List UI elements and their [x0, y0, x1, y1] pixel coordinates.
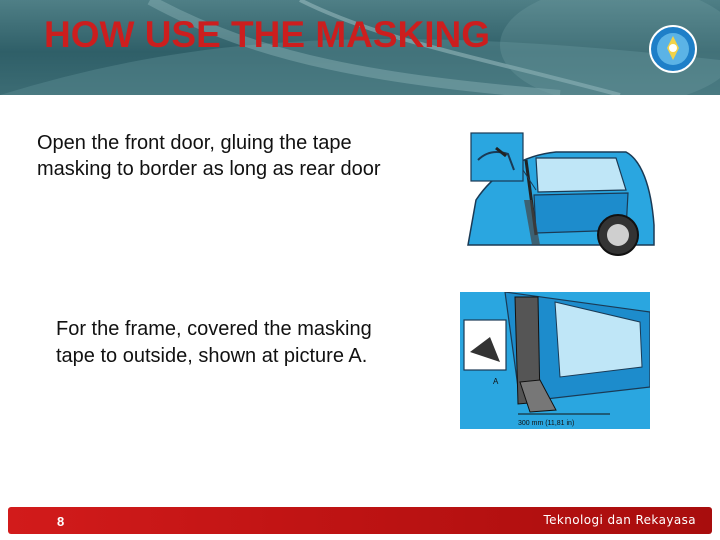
emblem-icon: [648, 24, 698, 74]
footer-caption: Teknologi dan Rekayasa: [543, 513, 696, 527]
header-banner: [0, 0, 720, 95]
instruction-text-1: Open the front door, gluing the tape masking to border as long as rear door: [37, 132, 381, 180]
door-masking-illustration: [466, 130, 656, 258]
instruction-text-2: For the frame, covered the masking tape to outside, shown at picture A.: [56, 318, 372, 367]
footer-bar: [8, 507, 712, 534]
figure-label-a: A: [493, 377, 499, 386]
frame-masking-illustration: [460, 292, 650, 429]
page-number: 8: [57, 514, 65, 529]
dimension-label: 300 mm (11,81 in): [518, 420, 575, 427]
slide-title: HOW USE THE MASKING: [44, 14, 491, 55]
